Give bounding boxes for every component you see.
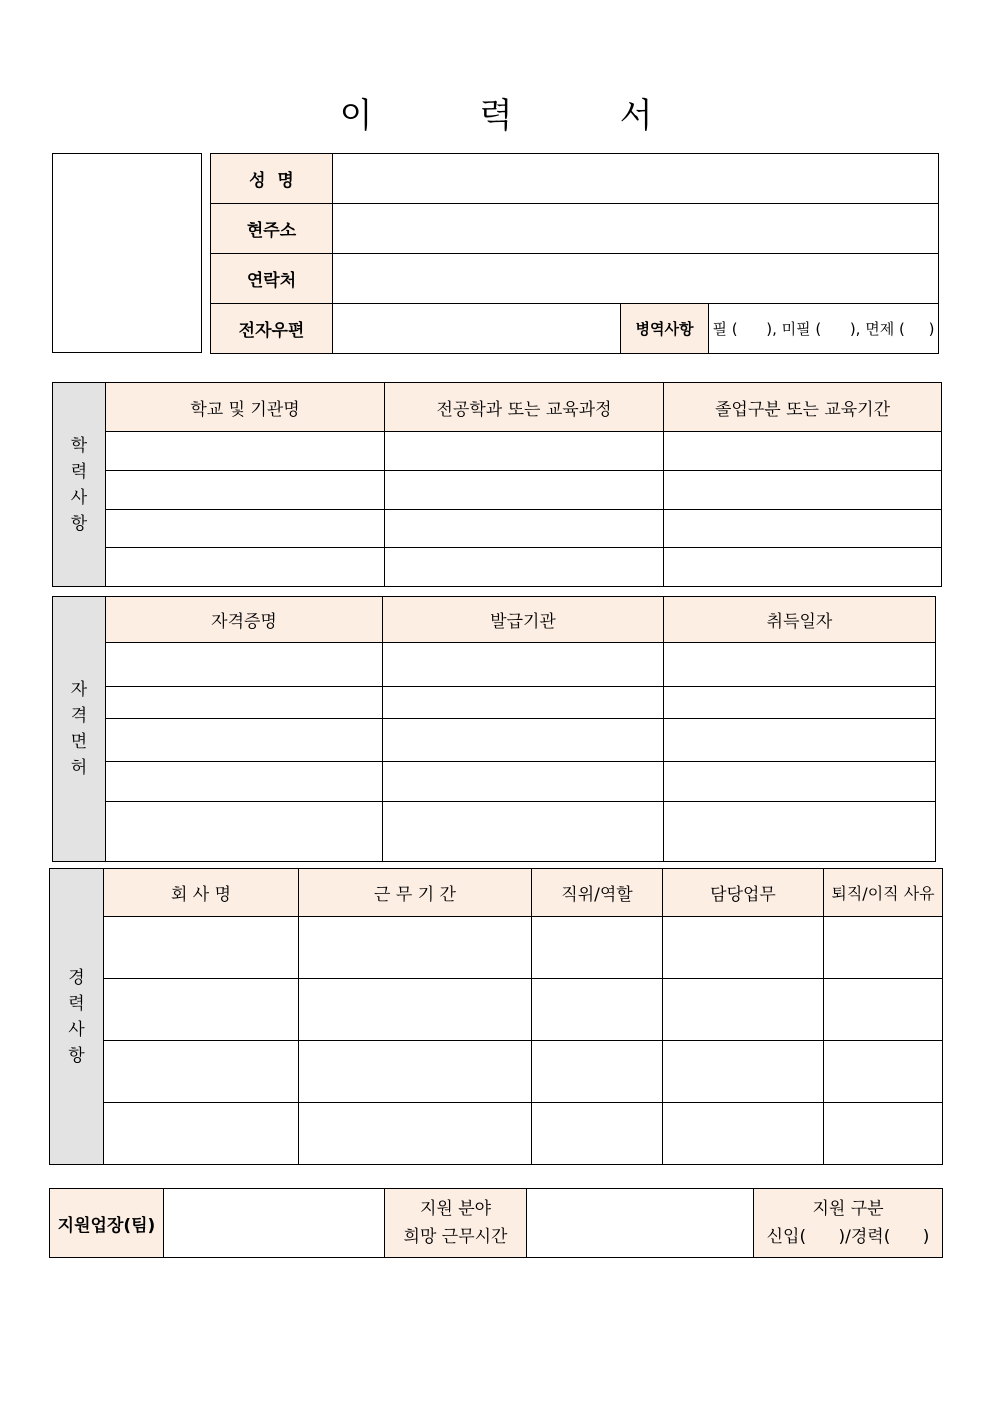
license-cell[interactable]	[664, 643, 936, 687]
career-cell[interactable]	[663, 979, 824, 1041]
license-cell[interactable]	[664, 687, 936, 719]
career-cell[interactable]	[532, 1041, 663, 1103]
contact-label: 연락처	[211, 254, 333, 304]
email-label: 전자우편	[211, 304, 333, 354]
education-cell[interactable]	[664, 548, 942, 587]
education-header-major: 전공학과 또는 교육과정	[385, 383, 664, 432]
license-table	[52, 596, 936, 862]
apply-type-line-2[interactable]: 신입( )/경력( )	[766, 1227, 930, 1247]
career-cell[interactable]	[104, 1041, 299, 1103]
apply-site-label: 지원업장(팀)	[50, 1189, 164, 1258]
apply-field-line-1: 지원 분야	[419, 1199, 492, 1219]
apply-type-label	[754, 1189, 943, 1258]
contact-field[interactable]	[333, 254, 939, 304]
career-side-label	[50, 869, 104, 1165]
career-cell[interactable]	[663, 917, 824, 979]
education-side-char: 사	[70, 487, 88, 508]
license-header-issuer: 발급기관	[383, 597, 664, 643]
education-table	[52, 382, 942, 587]
application-table	[49, 1188, 943, 1258]
document-title	[0, 90, 992, 134]
career-cell[interactable]	[532, 1103, 663, 1165]
education-cell[interactable]	[385, 510, 664, 548]
license-cell[interactable]	[106, 762, 383, 802]
license-cell[interactable]	[106, 643, 383, 687]
license-side-label	[53, 597, 106, 862]
education-side-char: 력	[70, 461, 88, 482]
license-side-char: 허	[70, 758, 88, 778]
license-cell[interactable]	[106, 802, 383, 862]
career-cell[interactable]	[532, 979, 663, 1041]
photo-box[interactable]	[52, 153, 202, 353]
license-cell[interactable]	[383, 687, 664, 719]
license-cell[interactable]	[664, 719, 936, 762]
license-side-char: 격	[70, 706, 88, 726]
license-cell[interactable]	[383, 802, 664, 862]
license-cell[interactable]	[664, 802, 936, 862]
license-cell[interactable]	[383, 762, 664, 802]
education-cell[interactable]	[385, 548, 664, 587]
personal-info-table	[210, 153, 939, 354]
education-cell[interactable]	[664, 471, 942, 510]
address-field[interactable]	[333, 204, 939, 254]
career-cell[interactable]	[299, 979, 532, 1041]
military-label: 병역사항	[621, 304, 709, 354]
career-cell[interactable]	[532, 917, 663, 979]
education-side-char: 학	[70, 435, 88, 456]
license-side-char: 면	[70, 732, 88, 752]
license-cell[interactable]	[106, 687, 383, 719]
career-cell[interactable]	[299, 917, 532, 979]
education-side-char: 항	[70, 513, 88, 534]
education-side-label	[53, 383, 106, 587]
education-cell[interactable]	[106, 471, 385, 510]
apply-type-line-1: 지원 구분	[812, 1199, 884, 1219]
career-cell[interactable]	[104, 979, 299, 1041]
education-cell[interactable]	[106, 432, 385, 471]
name-field[interactable]	[333, 154, 939, 204]
career-side-char: 경	[68, 967, 85, 988]
career-side-char: 력	[68, 993, 85, 1014]
address-label: 현주소	[211, 204, 333, 254]
career-side-char: 사	[68, 1019, 85, 1040]
education-header-graduation: 졸업구분 또는 교육기간	[664, 383, 942, 432]
military-field[interactable]: 필 ( ), 미필 ( ), 면제 ( )	[709, 304, 939, 354]
apply-field-value[interactable]	[527, 1189, 754, 1258]
license-cell[interactable]	[106, 719, 383, 762]
career-cell[interactable]	[104, 917, 299, 979]
education-cell[interactable]	[106, 548, 385, 587]
title-char-2: 력	[479, 95, 513, 136]
career-table	[49, 868, 943, 1165]
career-header-reason: 퇴직/이직 사유	[824, 869, 943, 917]
career-cell[interactable]	[299, 1103, 532, 1165]
education-cell[interactable]	[385, 471, 664, 510]
career-cell[interactable]	[663, 1103, 824, 1165]
education-header-school: 학교 및 기관명	[106, 383, 385, 432]
license-header-date: 취득일자	[664, 597, 936, 643]
email-field[interactable]	[333, 304, 621, 354]
education-cell[interactable]	[664, 510, 942, 548]
title-char-1: 이	[339, 95, 373, 136]
name-label: 성 명	[211, 154, 333, 204]
education-cell[interactable]	[664, 432, 942, 471]
license-cell[interactable]	[383, 719, 664, 762]
career-cell[interactable]	[824, 979, 943, 1041]
career-cell[interactable]	[824, 1103, 943, 1165]
career-cell[interactable]	[663, 1041, 824, 1103]
license-cell[interactable]	[664, 762, 936, 802]
career-cell[interactable]	[824, 1041, 943, 1103]
license-side-char: 자	[70, 680, 88, 700]
career-header-company: 회 사 명	[104, 869, 299, 917]
career-cell[interactable]	[824, 917, 943, 979]
apply-field-line-2: 희망 근무시간	[403, 1227, 508, 1247]
license-header-name: 자격증명	[106, 597, 383, 643]
career-header-duty: 담당업무	[663, 869, 824, 917]
career-side-char: 항	[68, 1045, 85, 1066]
career-header-position: 직위/역할	[532, 869, 663, 917]
education-cell[interactable]	[106, 510, 385, 548]
career-cell[interactable]	[299, 1041, 532, 1103]
apply-field-label	[385, 1189, 527, 1258]
career-header-period: 근 무 기 간	[299, 869, 532, 917]
title-char-3: 서	[619, 95, 653, 136]
apply-site-field[interactable]	[164, 1189, 385, 1258]
education-cell[interactable]	[385, 432, 664, 471]
license-cell[interactable]	[383, 643, 664, 687]
career-cell[interactable]	[104, 1103, 299, 1165]
